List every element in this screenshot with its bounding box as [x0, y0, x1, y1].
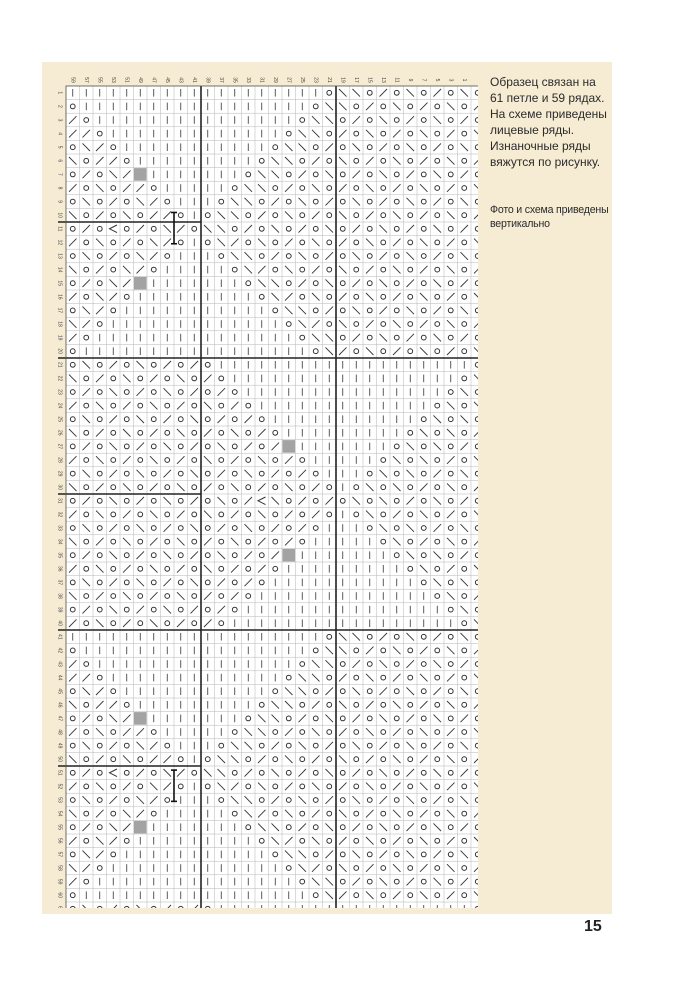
top-column-label: 35	[231, 77, 238, 83]
row-label-left: 57	[56, 851, 63, 858]
row-label-left: 13	[56, 253, 63, 259]
row-label-left: 51	[56, 770, 63, 776]
top-column-label: 3	[447, 78, 454, 82]
knitting-chart	[54, 72, 478, 908]
row-label-left: 15	[56, 280, 63, 286]
row-label-left: 22	[56, 375, 63, 382]
row-label-left: 56	[56, 838, 63, 844]
stitch-symbol	[134, 712, 147, 725]
top-column-label: 37	[218, 77, 225, 83]
top-column-label: 39	[204, 77, 211, 83]
row-label-left: 31	[56, 498, 63, 504]
row-label-left: 16	[56, 294, 63, 300]
photo-note: Фото и схема приведены вертикально	[490, 204, 609, 230]
row-label-left: 27	[56, 443, 63, 450]
row-label-left: 40	[56, 620, 63, 626]
top-column-label: 1	[461, 78, 468, 82]
top-column-label: 55	[96, 77, 103, 83]
row-label-left: 12	[56, 239, 63, 246]
row-label-left: 37	[56, 579, 63, 586]
row-label-left: 10	[56, 212, 63, 218]
row-label-left: 44	[56, 674, 63, 681]
row-label-left: 52	[56, 783, 63, 790]
row-label-left: 4	[56, 132, 63, 135]
row-label-left: 45	[56, 688, 63, 694]
row-label-left: 25	[56, 416, 63, 422]
row-label-left: 42	[56, 647, 63, 654]
row-label-left: 2	[56, 105, 63, 108]
top-column-label: 29	[272, 77, 279, 83]
row-label-left: 1	[56, 91, 63, 95]
stitch-symbol	[134, 821, 147, 834]
top-column-label: 17	[353, 77, 360, 83]
top-column-label: 9	[407, 78, 414, 82]
top-column-label: 31	[258, 77, 265, 83]
stitch-symbol	[134, 168, 147, 181]
row-label-left: 7	[56, 173, 63, 176]
row-label-left: 9	[56, 200, 63, 203]
top-column-label: 45	[164, 77, 171, 83]
row-label-left: 8	[56, 186, 63, 190]
row-label-left: 19	[56, 334, 63, 341]
row-label-left: 21	[56, 362, 63, 368]
row-label-left: 46	[56, 702, 63, 708]
row-label-left: 14	[56, 266, 63, 273]
top-column-label: 41	[191, 77, 198, 83]
row-label-left: 58	[56, 865, 63, 871]
row-label-left: 23	[56, 389, 63, 395]
row-label-left: 32	[56, 511, 63, 518]
row-label-left: 24	[56, 402, 63, 409]
row-label-left: 30	[56, 484, 63, 490]
row-label-left: 59	[56, 878, 63, 885]
row-label-left: 50	[56, 756, 63, 762]
page-number: 15	[584, 918, 602, 935]
row-label-left: 20	[56, 348, 63, 354]
stitch-symbol	[134, 277, 147, 290]
chart-grid-svg	[54, 72, 478, 908]
row-label-left: 60	[56, 892, 63, 898]
row-label-left: 35	[56, 552, 63, 558]
row-label-left: 53	[56, 797, 63, 803]
row-label-left: 48	[56, 729, 63, 735]
top-column-label: 49	[137, 77, 144, 83]
top-column-label: 59	[69, 77, 76, 83]
row-label-left: 36	[56, 566, 63, 572]
row-label-left: 54	[56, 810, 63, 817]
row-label-left: 5	[56, 145, 63, 149]
top-column-label: 33	[245, 77, 252, 83]
row-label-left: 17	[56, 307, 63, 314]
stitch-symbol	[283, 549, 296, 562]
top-column-label: 57	[83, 77, 90, 83]
top-column-label: 27	[285, 77, 292, 83]
row-label-left: 33	[56, 525, 63, 531]
top-column-label: 13	[380, 77, 387, 83]
top-column-label: 15	[366, 77, 373, 83]
row-label-left: 11	[56, 226, 63, 232]
row-label-left: 26	[56, 430, 63, 436]
top-column-label: 11	[393, 77, 400, 83]
row-label-left: 49	[56, 742, 63, 749]
row-label-left: 47	[56, 715, 63, 722]
top-column-label: 47	[150, 77, 157, 83]
top-column-label: 25	[299, 77, 306, 83]
row-label-left: 18	[56, 321, 63, 327]
row-label-left: 29	[56, 470, 63, 477]
row-label-left: 28	[56, 457, 63, 463]
top-column-label: 23	[312, 77, 319, 83]
top-column-label: 53	[110, 77, 117, 83]
row-label-left: 3	[56, 118, 63, 122]
row-label-left	[57, 906, 63, 908]
stitch-symbol	[283, 440, 296, 453]
pattern-description: Образец связан на 61 петле и 59 рядах. На схеме приведены лицевые ряды. Изнаночные ряды вяжутся по рисунку.	[490, 75, 607, 169]
row-label-left: 6	[56, 159, 63, 163]
top-column-label: 7	[420, 78, 427, 82]
top-column-label: 5	[434, 78, 441, 82]
row-label-left: 55	[56, 824, 63, 830]
row-label-left: 34	[56, 538, 63, 545]
row-label-left: 43	[56, 661, 63, 667]
top-column-label: 43	[177, 77, 184, 83]
top-column-label: 51	[123, 77, 130, 83]
row-label-left: 39	[56, 606, 63, 613]
row-label-left: 41	[56, 634, 63, 640]
row-label-left: 38	[56, 593, 63, 599]
top-column-label: 21	[326, 77, 333, 83]
top-column-label: 19	[339, 77, 346, 83]
